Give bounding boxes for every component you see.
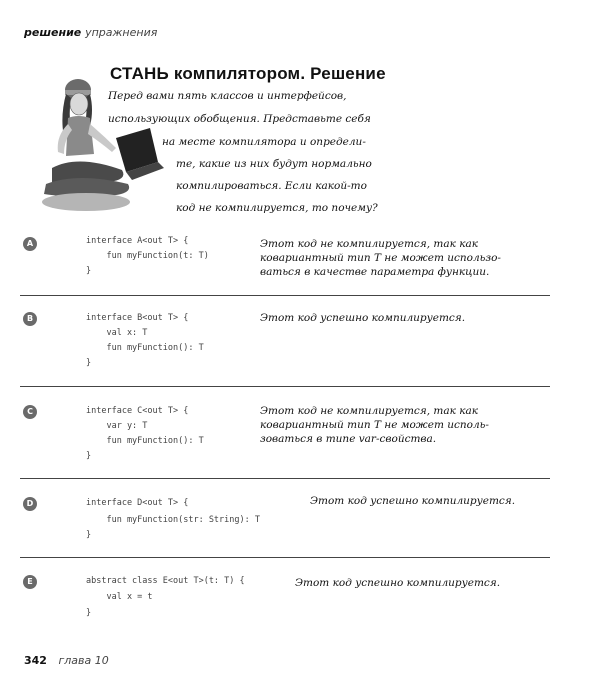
code-line: fun myFunction(t: T) [86, 251, 209, 261]
answer-line: ваться в качестве параметра функции. [260, 266, 490, 278]
header-subtitle: упражнения [85, 26, 158, 39]
code-line: val x: T [86, 328, 148, 338]
intro-line: компилироваться. Если какой-то [176, 180, 367, 192]
code-line: } [86, 358, 92, 368]
code-line: val x = t [86, 592, 153, 602]
code-line: interface C<out T> { [86, 406, 189, 416]
intro-line: использующих обобщения. Представьте себя [108, 113, 371, 125]
chapter-label: глава 10 [58, 654, 109, 667]
answer-line: зоваться в типе var-свойства. [260, 433, 437, 445]
code-line: } [86, 608, 92, 618]
running-header [24, 26, 157, 39]
divider [20, 295, 550, 296]
code-line: fun myFunction(str: String): T [86, 515, 260, 525]
code-line: } [86, 451, 92, 461]
answer-line: Этот код успешно компилируется. [260, 312, 466, 324]
page-number: 342 [24, 654, 47, 667]
answer-line: Этот код не компилируется, так как [260, 238, 479, 250]
page-footer [24, 654, 109, 667]
divider [20, 478, 550, 479]
answer-line: ковариантный тип T не может исполь- [260, 419, 489, 431]
intro-line: код не компилируется, то почему? [176, 202, 378, 214]
answer-line: Этот код успешно компилируется. [310, 495, 516, 507]
header-section: решение [24, 26, 82, 39]
intro-line: те, какие из них будут нормально [176, 158, 372, 170]
item-badge: D [23, 497, 37, 511]
code-line: fun myFunction(): T [86, 343, 204, 353]
intro-line: Перед вами пять классов и интерфейсов, [108, 90, 347, 102]
code-line: var y: T [86, 421, 148, 431]
answer-line: ковариантный тип T не может использо- [260, 252, 501, 264]
code-line: interface A<out T> { [86, 236, 189, 246]
item-badge: E [23, 575, 37, 589]
code-line: abstract class E<out T>(t: T) { [86, 576, 245, 586]
item-badge: A [23, 237, 37, 251]
answer-line: Этот код не компилируется, так как [260, 405, 479, 417]
code-line: } [86, 530, 92, 540]
code-line: } [86, 266, 92, 276]
code-line: interface B<out T> { [86, 313, 189, 323]
divider [20, 557, 550, 558]
exercise-title: СТАНЬ компилятором. Решение [110, 64, 386, 83]
code-line: fun myFunction(): T [86, 436, 204, 446]
item-badge: B [23, 312, 37, 326]
code-line: interface D<out T> { [86, 498, 189, 508]
answer-line: Этот код успешно компилируется. [295, 577, 501, 589]
divider [20, 386, 550, 387]
intro-line: на месте компилятора и определи- [162, 136, 366, 148]
item-badge: C [23, 405, 37, 419]
